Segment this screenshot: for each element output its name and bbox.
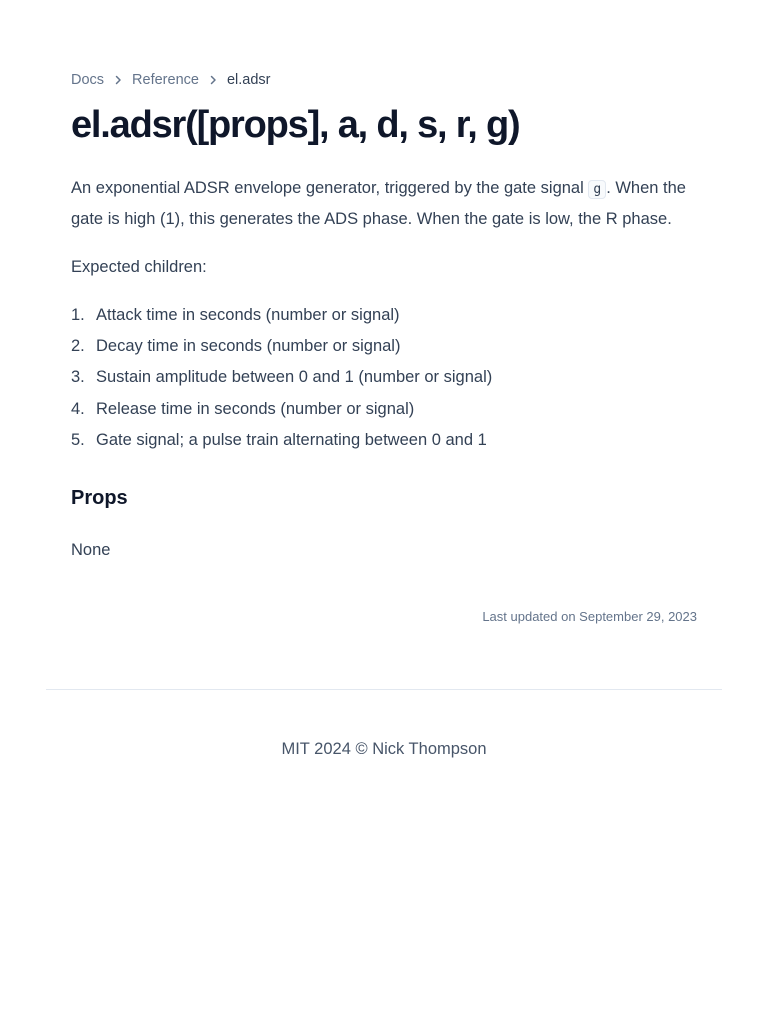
footer xyxy=(0,737,768,761)
breadcrumb-link-reference[interactable]: Reference xyxy=(132,72,199,88)
list-item-number: 4. xyxy=(71,399,85,418)
breadcrumb-link-docs[interactable]: Docs xyxy=(71,72,105,88)
intro-text-end: . When the gate is high (1), this generates the ADS phase. When the gate is low, the R phase. xyxy=(71,179,686,228)
footer-copyright: MIT 2024 © Nick Thompson xyxy=(281,740,487,758)
list-item-number: 5. xyxy=(71,430,85,449)
footer-divider xyxy=(46,689,722,690)
list-item xyxy=(71,301,492,332)
list-item-number: 1. xyxy=(71,306,85,324)
props-value: None xyxy=(71,541,111,559)
list-item-number: 2. xyxy=(71,337,85,356)
intro-paragraph xyxy=(71,174,701,233)
list-item-number: 3. xyxy=(71,368,85,387)
list-item xyxy=(71,332,492,363)
list-item-text: Attack time in seconds (number or signal) xyxy=(96,306,400,324)
chevron-right-icon xyxy=(206,73,220,87)
last-updated: Last updated on September 29, 2023 xyxy=(482,609,697,624)
list-item xyxy=(71,426,492,457)
page-title: el.adsr([props], a, d, s, r, g) xyxy=(71,104,520,146)
breadcrumb-current: el.adsr xyxy=(226,72,271,88)
list-item-text: Gate signal; a pulse train alternating between 0 and 1 xyxy=(96,430,487,449)
chevron-right-icon xyxy=(111,73,125,87)
children-list xyxy=(71,301,492,457)
list-item xyxy=(71,395,492,426)
list-item-text: Decay time in seconds (number or signal) xyxy=(96,337,401,356)
expected-children-label: Expected children: xyxy=(71,258,207,276)
inline-code-gate: g xyxy=(588,180,606,199)
list-item-text: Release time in seconds (number or signal) xyxy=(96,399,415,418)
list-item-text: Sustain amplitude between 0 and 1 (number or signal) xyxy=(96,368,493,387)
intro-text-start: An exponential ADSR envelope generator, triggered by the gate signal xyxy=(71,179,589,197)
breadcrumb xyxy=(71,70,270,90)
props-heading: Props xyxy=(71,487,128,509)
list-item xyxy=(71,363,492,394)
